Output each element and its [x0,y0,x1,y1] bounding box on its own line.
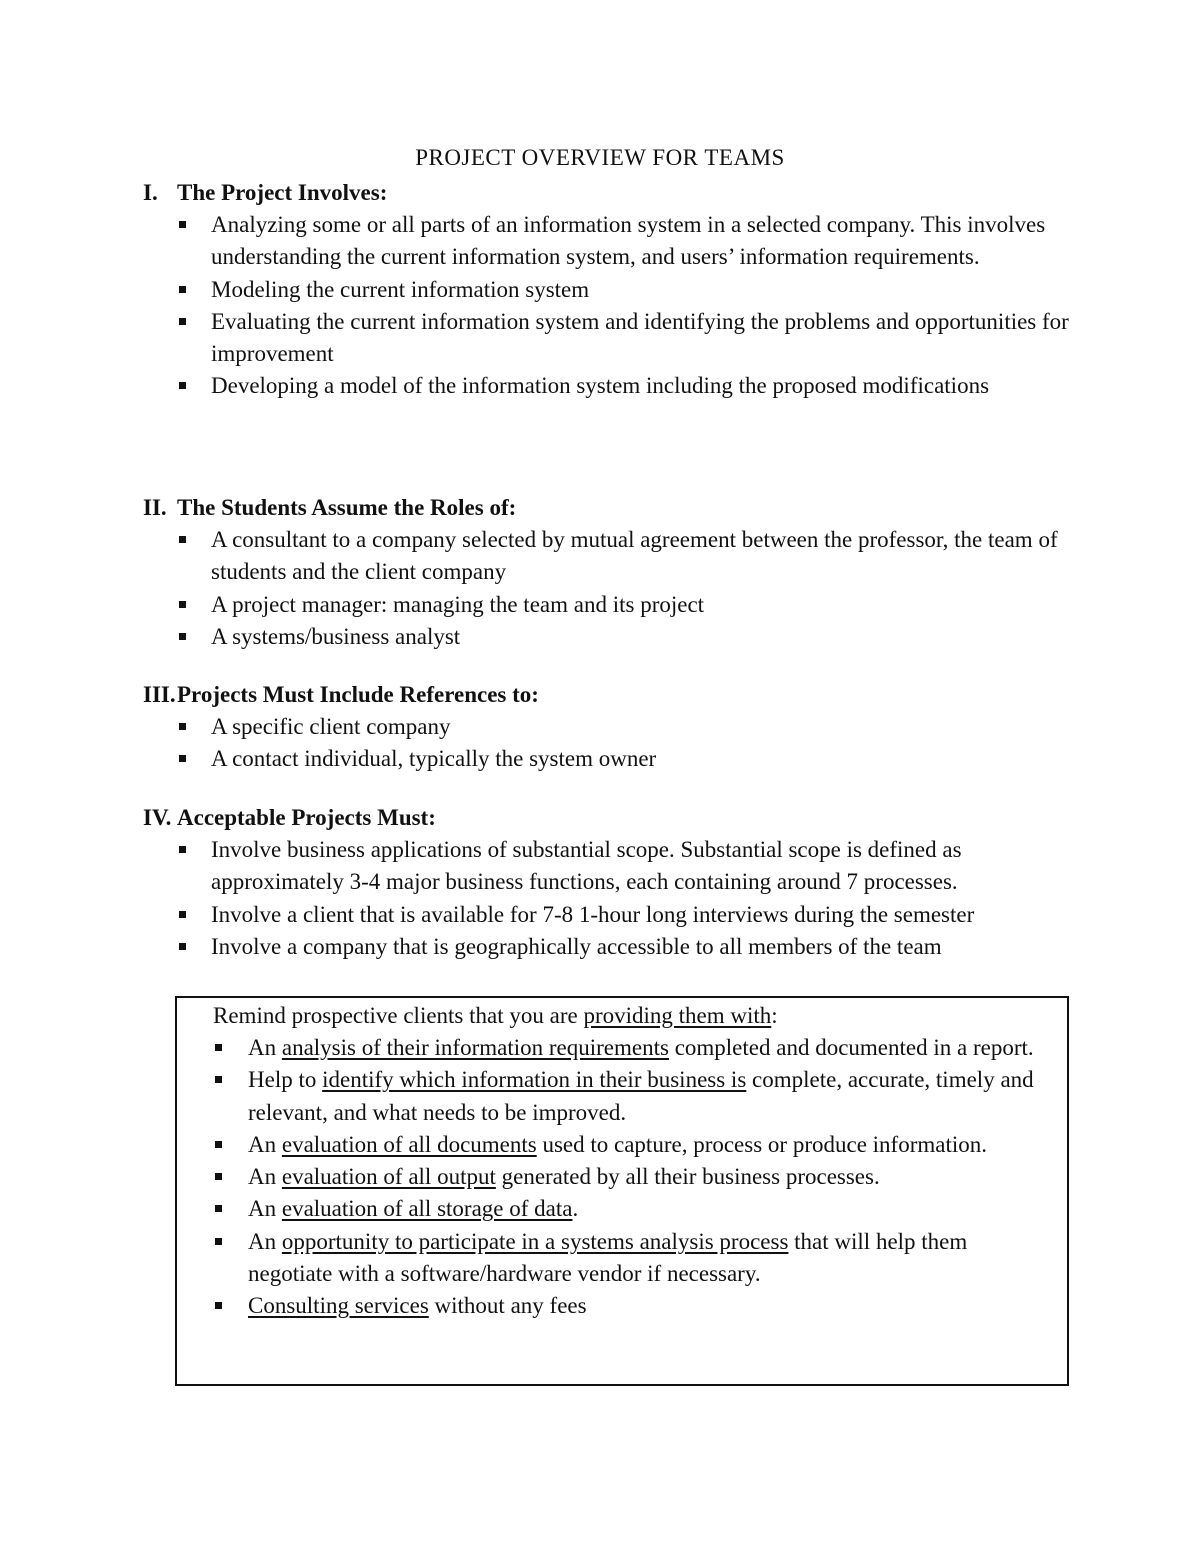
section-heading [143,802,1083,834]
section-references [143,679,1083,776]
bullet-square-icon [179,382,186,389]
section-heading [143,679,1083,711]
box-intro: Remind prospective clients that you are providing them with: [213,1003,778,1028]
bullet-square-icon [179,633,186,640]
section-title: The Students Assume the Roles of: [177,495,517,520]
bullet-list [143,834,1083,963]
list-item: An evaluation of all storage of data. [177,1193,1057,1225]
section-number: III. [143,682,176,707]
list-item: An evaluation of all documents used to capture, process or produce information. [177,1129,1057,1161]
client-reminder-box [175,996,1069,1386]
bullet-square-icon [179,723,186,730]
section-number: II. [143,495,167,520]
bullet-square-icon [179,318,186,325]
section-acceptable-projects [143,802,1083,963]
bullet-square-icon [215,1302,222,1309]
bullet-list [143,209,1083,403]
list-item: Evaluating the current information system and identifying the problems and opportunities for improvement [143,306,1083,371]
list-item: A consultant to a company selected by mutual agreement between the professor, the team of students and the client company [143,524,1083,589]
bullet-square-icon [179,601,186,608]
list-item: An analysis of their information requirements completed and documented in a report. [177,1032,1057,1064]
bullet-list [143,524,1083,653]
bullet-square-icon [179,221,186,228]
bullet-square-icon [179,911,186,918]
bullet-square-icon [179,943,186,950]
section-heading [143,492,1083,524]
list-item: A specific client company [143,711,1083,743]
bullet-square-icon [179,755,186,762]
section-title: The Project Involves: [177,180,388,205]
section-title: Acceptable Projects Must: [177,805,436,830]
bullet-square-icon [179,846,186,853]
list-item: Modeling the current information system [143,274,1083,306]
bullet-square-icon [215,1076,222,1083]
bullet-square-icon [215,1205,222,1212]
bullet-square-icon [215,1173,222,1180]
bullet-square-icon [215,1141,222,1148]
list-item: Consulting services without any fees [177,1290,1057,1322]
benefits-list [177,1032,1057,1323]
list-item: Involve business applications of substantial scope. Substantial scope is defined as approximately 3-4 major business functions, each containing around 7 processes. [143,834,1083,899]
list-item: A systems/business analyst [143,621,1083,653]
list-item: Involve a company that is geographically accessible to all members of the team [143,931,1083,963]
list-item: Involve a client that is available for 7-8 1-hour long interviews during the semester [143,899,1083,931]
section-number: IV. [143,805,172,830]
section-heading [143,177,1083,209]
list-item: A contact individual, typically the system owner [143,743,1083,775]
bullet-square-icon [179,286,186,293]
list-item: Help to identify which information in their business is complete, accurate, timely and relevant, and what needs to be improved. [177,1064,1057,1129]
section-project-involves [143,177,1083,403]
bullet-square-icon [179,536,186,543]
list-item: Analyzing some or all parts of an information system in a selected company. This involves understanding the current information system, and users’ information requirements. [143,209,1083,274]
bullet-square-icon [215,1044,222,1051]
bullet-square-icon [215,1238,222,1245]
list-item: A project manager: managing the team and its project [143,589,1083,621]
section-number: I. [143,180,158,205]
list-item: An evaluation of all output generated by all their business processes. [177,1161,1057,1193]
section-student-roles [143,492,1083,653]
list-item: An opportunity to participate in a systems analysis process that will help them negotiate with a software/hardware vendor if necessary. [177,1226,1057,1291]
document-title: PROJECT OVERVIEW FOR TEAMS [415,145,785,170]
section-title: Projects Must Include References to: [177,682,539,707]
bullet-list [143,711,1083,776]
list-item: Developing a model of the information system including the proposed modifications [143,370,1083,402]
